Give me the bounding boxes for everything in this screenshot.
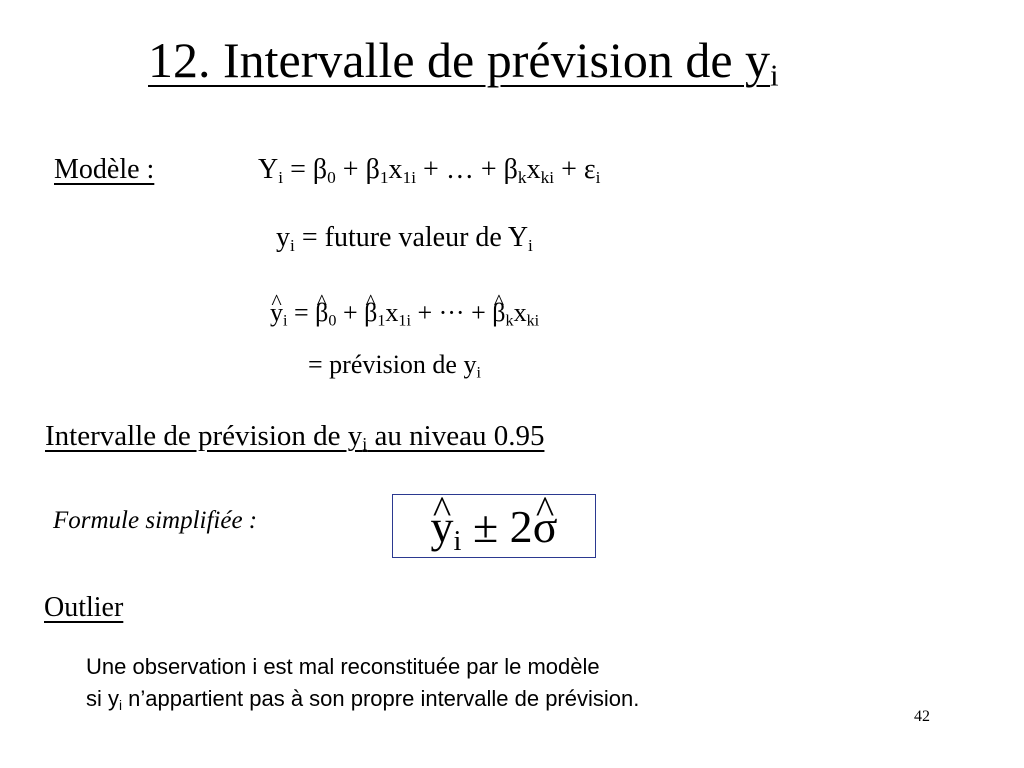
interval-heading: Intervalle de prévision de $y_i$ au niveau 0.95 [45, 420, 545, 455]
slide-title: 12. Intervalle de prévision de $y_i$ [148, 32, 779, 93]
outlier-definition-line-2: si $y_i$ n’appartient pas à son propre intervalle de prévision. [86, 686, 640, 713]
prediction-definition: = prévision de $y_i$ [308, 350, 481, 382]
model-equation: $Y_i = \beta_0 + \beta_1x_{1i}$ + … + $\beta_kx_{ki} + \varepsilon_i$ [258, 154, 601, 187]
outlier-definition-line-1: Une observation i est mal reconstituée par le modèle [86, 654, 600, 679]
simplified-formula-label: Formule simplifiée : [53, 507, 258, 534]
page-number: 42 [914, 708, 930, 725]
prediction-equation: ^ $y_i$ = ^ $\beta_0$ + ^ $\beta_1x_{1i}$ + ··· + ^ $\beta_kx_{ki}$ [270, 298, 539, 328]
model-label: Modèle : [54, 154, 155, 185]
simplified-formula-box: ^ $y_i$ ± 2^ σ [392, 494, 596, 558]
outlier-heading: Outlier [44, 592, 124, 623]
future-value-definition: $y_i$ = future valeur de $Y_i$ [276, 222, 533, 255]
